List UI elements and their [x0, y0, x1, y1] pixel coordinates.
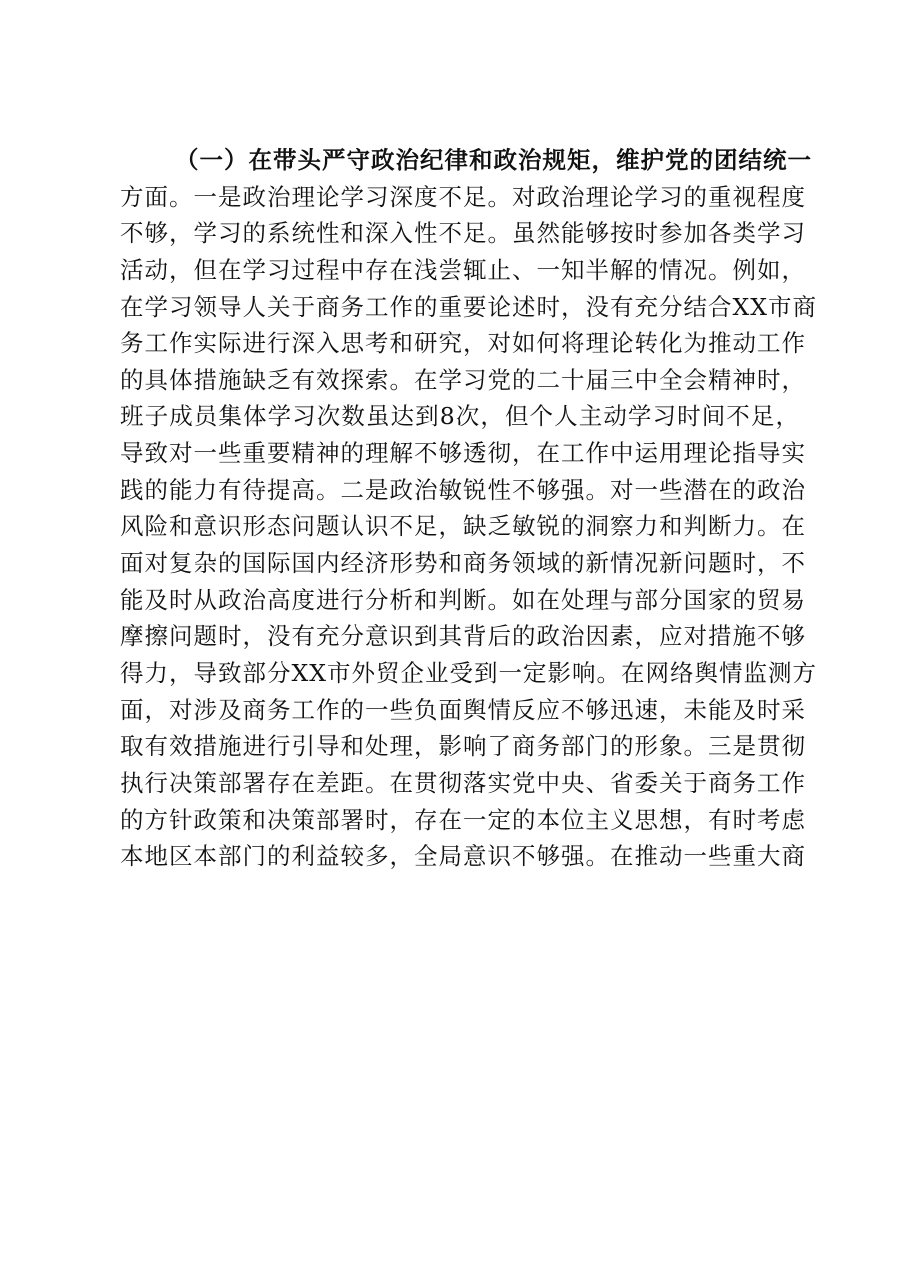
text-line: 班子成员集体学习次数虽达到8次，但个人主动学习时间不足，: [120, 402, 800, 431]
text-line: 方面。一是政治理论学习深度不足。对政治理论学习的重视程度: [120, 182, 806, 211]
text-line: 取有效措施进行引导和处理，影响了商务部门的形象。三是贯彻: [120, 732, 806, 761]
text-line: 面对复杂的国际国内经济形势和商务领域的新情况新问题时，不: [120, 549, 806, 578]
text-line: 务工作实际进行深入思考和研究，对如何将理论转化为推动工作: [120, 329, 806, 358]
text-line: 的方针政策和决策部署时，存在一定的本位主义思想，有时考虑: [120, 805, 806, 834]
text-line: 面，对涉及商务工作的一些负面舆情反应不够迅速，未能及时采: [120, 695, 806, 724]
text-line: 不够，学习的系统性和深入性不足。虽然能够按时参加各类学习: [120, 219, 806, 248]
body-paragraph: [120, 142, 817, 875]
text-line: 得力，导致部分XX市外贸企业受到一定影响。在网络舆情监测方: [120, 658, 817, 687]
text-line: 风险和意识形态问题认识不足，缺乏敏锐的洞察力和判断力。在: [120, 512, 806, 541]
text-line: 在学习领导人关于商务工作的重要论述时，没有充分结合XX市商: [120, 292, 817, 321]
text-line: 能及时从政治高度进行分析和判断。如在处理与部分国家的贸易: [120, 585, 806, 614]
text-line: 摩擦问题时，没有充分意识到其背后的政治因素，应对措施不够: [120, 622, 806, 651]
text-line: 活动，但在学习过程中存在浅尝辄止、一知半解的情况。例如，: [120, 255, 806, 284]
text-line: 本地区本部门的利益较多，全局意识不够强。在推动一些重大商: [120, 842, 806, 871]
text-line: （一）在带头严守政治纪律和政治规矩，维护党的团结统一: [175, 146, 812, 174]
text-line: 导致对一些重要精神的理解不够透彻，在工作中运用理论指导实: [120, 439, 806, 468]
text-line: 执行决策部署存在差距。在贯彻落实党中央、省委关于商务工作: [120, 768, 806, 797]
text-line: 践的能力有待提高。二是政治敏锐性不够强。对一些潜在的政治: [120, 475, 806, 504]
text-line: 的具体措施缺乏有效探索。在学习党的二十届三中全会精神时，: [120, 365, 806, 394]
